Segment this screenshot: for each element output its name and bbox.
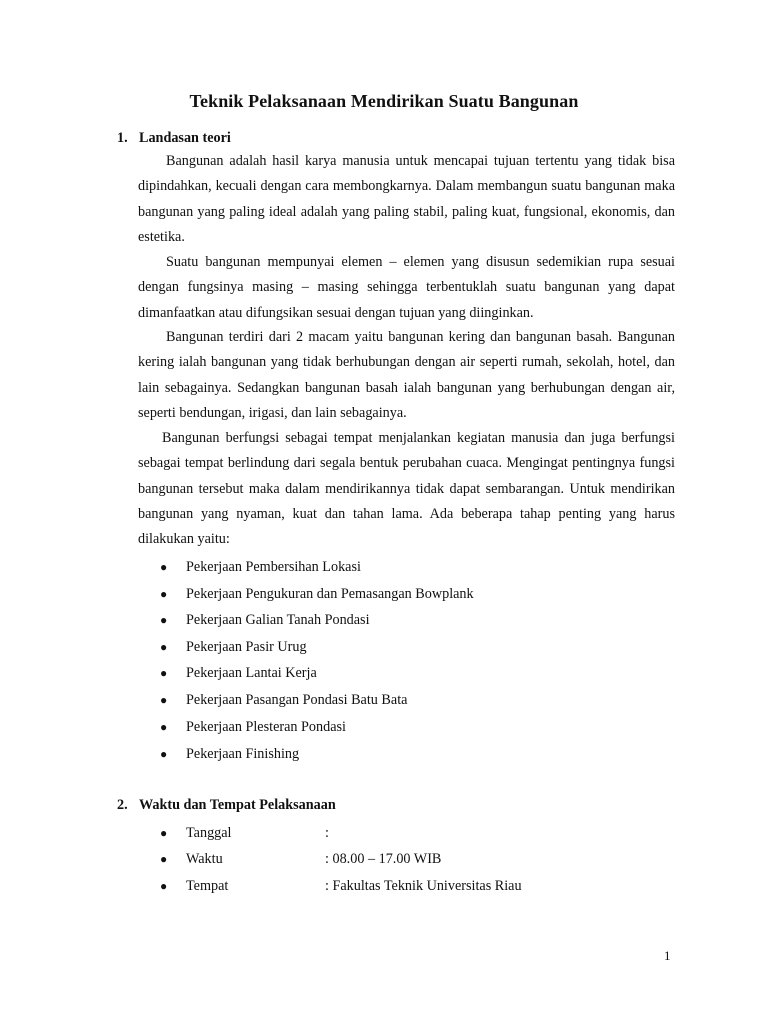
section-title: Waktu dan Tempat Pelaksanaan: [139, 797, 336, 813]
section-number: 2.: [117, 797, 128, 813]
bullet-icon: ●: [160, 826, 168, 840]
bullet-icon: ●: [160, 852, 168, 866]
list-item-text: Pekerjaan Pasir Urug: [186, 639, 307, 655]
list-item-text: Pekerjaan Finishing: [186, 746, 300, 762]
bullet-icon: ●: [160, 693, 168, 707]
list-item-text: Pekerjaan Plesteran Pondasi: [186, 719, 346, 735]
paragraph-2: Suatu bangunan mempunyai elemen – elemen yang disusun sedemikian rupa sesuai dengan fungsinya masing – masing sehingga terbentuklah suatu bangunan yang dapat dimanfaatkan atau difungsikan sesuai dengan tujuan yang diinginkan.: [138, 254, 675, 321]
section-title: Landasan teori: [139, 130, 231, 146]
bullet-icon: ●: [160, 666, 168, 680]
page-number: 1: [664, 948, 671, 963]
paragraph-4: Bangunan berfungsi sebagai tempat menjalankan kegiatan manusia dan juga berfungsi sebagai tempat berlindung dari segala bentuk perubahan cuaca. Mengingat pentingnya fungsi bangunan tersebut maka dalam mendirikannya tidak dapat sembarangan. Untuk mendirikan bangunan yang nyaman, kuat dan tahan lama. Ada beberapa tahap penting yang harus dilakukan yaitu:: [138, 430, 675, 548]
bullet-icon: ●: [160, 747, 168, 761]
paragraph-1: Bangunan adalah hasil karya manusia untuk mencapai tujuan tertentu yang tidak bisa dipindahkan, kecuali dengan cara membongkarnya. Dalam membangun suatu bangunan maka bangunan yang paling ideal adalah yang paling stabil, paling kuat, fungsional, ekonomis, dan estetika.: [138, 153, 675, 245]
bullet-icon: ●: [160, 879, 168, 893]
list-item-text: Pekerjaan Pengukuran dan Pemasangan Bowplank: [186, 586, 474, 602]
section-heading-landasan-teori: [117, 128, 231, 148]
list-item-text: Pekerjaan Galian Tanah Pondasi: [186, 612, 370, 628]
info-value: :: [325, 825, 329, 841]
info-value: : 08.00 – 17.00 WIB: [325, 851, 442, 867]
info-label: Tanggal: [186, 825, 232, 841]
info-label: Waktu: [186, 851, 223, 867]
section-heading-waktu-tempat: [117, 795, 336, 815]
list-item-text: Pekerjaan Pasangan Pondasi Batu Bata: [186, 692, 408, 708]
bullet-icon: ●: [160, 640, 168, 654]
info-value: : Fakultas Teknik Universitas Riau: [325, 878, 522, 894]
list-item-text: Pekerjaan Lantai Kerja: [186, 665, 317, 681]
list-item-text: Pekerjaan Pembersihan Lokasi: [186, 559, 361, 575]
document-title: Teknik Pelaksanaan Mendirikan Suatu Bangunan: [189, 91, 579, 111]
bullet-icon: ●: [160, 560, 168, 574]
bullet-icon: ●: [160, 720, 168, 734]
bullet-icon: ●: [160, 587, 168, 601]
paragraph-3: Bangunan terdiri dari 2 macam yaitu bangunan kering dan bangunan basah. Bangunan kering ialah bangunan yang tidak berhubungan dengan air seperti rumah, sekolah, hotel, dan lain sebagainya. Sedangkan bangunan basah ialah bangunan yang berhubungan dengan air, seperti bendungan, irigasi, dan lain sebagainya.: [138, 329, 675, 421]
info-label: Tempat: [186, 878, 229, 894]
section-number: 1.: [117, 130, 128, 146]
bullet-icon: ●: [160, 613, 168, 627]
